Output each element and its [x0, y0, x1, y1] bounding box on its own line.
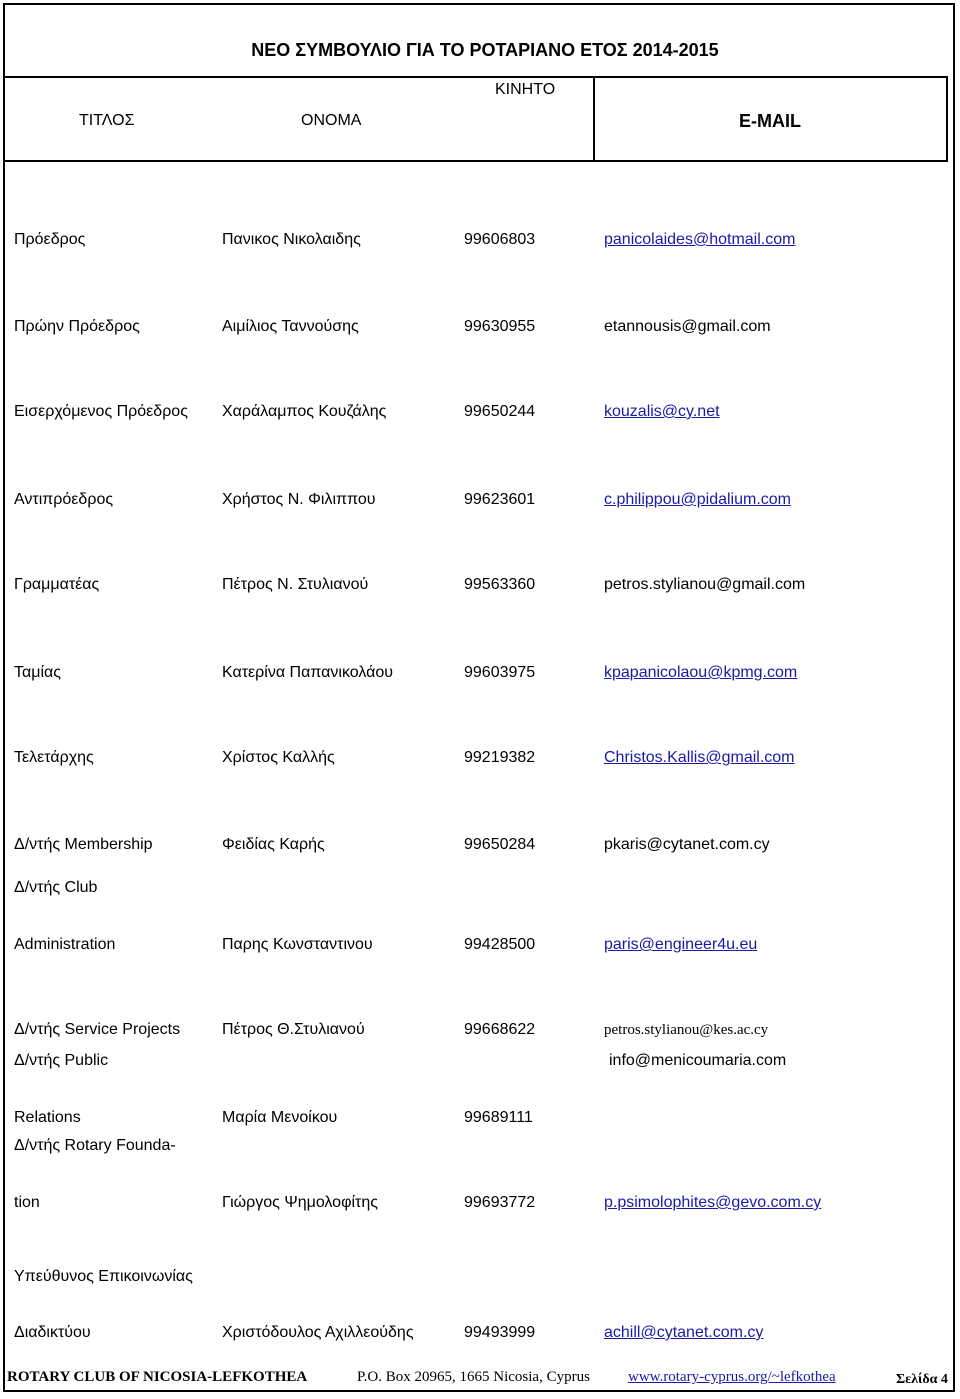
row-name: Φειδίας Καρής [222, 836, 325, 853]
header-mobile: ΚΙΝΗΤΟ [495, 81, 556, 98]
row-title-line2: Relations [14, 1109, 81, 1126]
row-mobile: 99563360 [464, 576, 536, 593]
row-title: Τελετάρχης [14, 749, 94, 766]
row-name: Πέτρος Θ.Στυλιανού [222, 1021, 365, 1038]
row-mobile: 99630955 [464, 318, 536, 335]
row-email-link[interactable]: panicolaides@hotmail.com [604, 231, 796, 248]
row-name: Πέτρος Ν. Στυλιανού [222, 576, 369, 593]
row-name: Χρίστος Καλλής [222, 749, 335, 766]
row-name: Χρήστος Ν. Φιλιππου [222, 491, 376, 508]
row-title-line2: Administration [14, 936, 116, 953]
row-email-link[interactable]: kouzalis@cy.net [604, 403, 720, 420]
row-mobile: 99693772 [464, 1194, 536, 1211]
row-mobile: 99493999 [464, 1324, 536, 1341]
header-email: E-MAIL [739, 111, 801, 131]
row-name: Χαράλαμπος Κουζάλης [222, 403, 387, 420]
row-mobile: 99606803 [464, 231, 536, 248]
row-mobile: 99668622 [464, 1021, 536, 1038]
footer [3, 1362, 955, 1392]
row-name: Πανικος Νικολαιδης [222, 231, 361, 248]
row-email-link[interactable]: Christos.Kallis@gmail.com [604, 749, 795, 766]
row-mobile: 99650244 [464, 403, 536, 420]
row-title: Εισερχόμενος Πρόεδρος [14, 403, 188, 420]
row-title-line2: tion [14, 1194, 40, 1211]
row-mobile: 99689111 [464, 1109, 533, 1126]
row-email: etannousis@gmail.com [604, 318, 771, 335]
page-title: ΝΕΟ ΣΥΜΒΟΥΛΙΟ ΓΙΑ ΤΟ ΡΟΤΑΡΙΑΝΟ ΕΤΟΣ 2014-2015 [251, 40, 719, 60]
row-name: Παρης Κωνσταντινου [222, 936, 373, 953]
row-title: Ταμίας [14, 664, 61, 681]
row-title-line1: Υπεύθυνος Επικοινωνίας [14, 1268, 193, 1285]
row-mobile: 99623601 [464, 491, 536, 508]
row-title-line1: Δ/ντής Club [14, 879, 98, 896]
row-title-line1: Δ/ντής Public [14, 1052, 109, 1069]
row-mobile: 99428500 [464, 936, 536, 953]
footer-address: P.O. Box 20965, 1665 Nicosia, Cyprus [357, 1369, 590, 1385]
row-name: Κατερίνα Παπανικολάου [222, 664, 394, 681]
row-mobile: 99650284 [464, 836, 536, 853]
row-email-link[interactable]: paris@engineer4u.eu [604, 936, 758, 953]
row-title: Πρόεδρος [14, 231, 86, 248]
row-title: Γραμματέας [14, 576, 100, 593]
footer-website-link[interactable]: www.rotary-cyprus.org/~lefkothea [628, 1369, 836, 1385]
row-title: Πρώην Πρόεδρος [14, 318, 140, 335]
row-email-link[interactable]: kpapanicolaou@kpmg.com [604, 664, 798, 681]
row-name: Χριστόδουλος Αχιλλεούδης [222, 1324, 414, 1341]
row-name: Γιώργος Ψημολοφίτης [222, 1194, 378, 1211]
row-title-line1: Δ/ντής Rotary Founda- [14, 1137, 176, 1154]
row-name: Μαρία Μενοίκου [222, 1109, 338, 1126]
row-title: Δ/ντής Membership [14, 836, 153, 853]
header-name: ΟΝΟΜΑ [301, 112, 362, 129]
row-name: Αιμίλιος Ταννούσης [222, 318, 359, 335]
row-email: petros.stylianou@gmail.com [604, 576, 806, 593]
row-title: Αντιπρόεδρος [14, 491, 114, 508]
footer-club: ROTARY CLUB OF NICOSIA-LEFKOTHEA [7, 1369, 308, 1385]
row-email: petros.stylianou@kes.ac.cy [604, 1022, 769, 1038]
footer-page-number: Σελίδα 4 [896, 1372, 948, 1387]
row-title-line2: Διαδικτύου [14, 1324, 91, 1341]
row-mobile: 99219382 [464, 749, 536, 766]
header-title: ΤΙΤΛΟΣ [79, 112, 135, 129]
row-email-link[interactable]: c.philippou@pidalium.com [604, 491, 791, 508]
row-email: pkaris@cytanet.com.cy [604, 836, 770, 853]
row-title: Δ/ντής Service Projects [14, 1021, 181, 1038]
page-frame [3, 3, 955, 1392]
row-email-link[interactable]: achill@cytanet.com.cy [604, 1324, 764, 1341]
row-email-link[interactable]: p.psimolophites@gevo.com.cy [604, 1194, 822, 1211]
row-mobile: 99603975 [464, 664, 536, 681]
row-email: info@menicoumaria.com [609, 1052, 787, 1069]
